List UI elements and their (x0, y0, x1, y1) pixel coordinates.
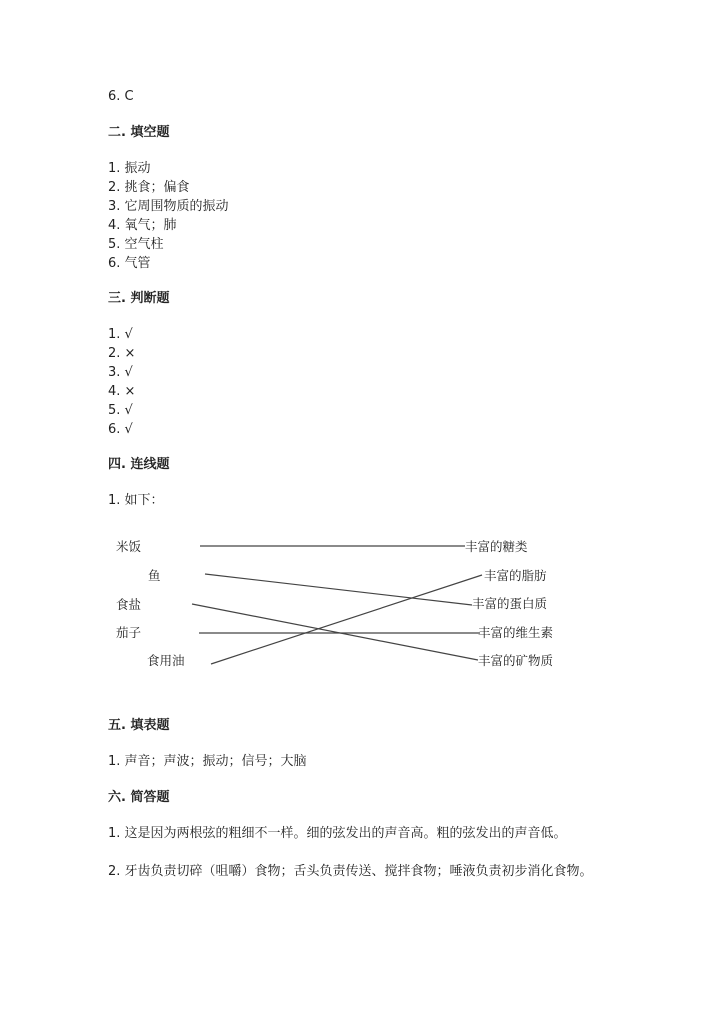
list-item: 1. 声音；声波；振动；信号；大脑 (108, 754, 307, 769)
match-right-item: 丰富的维生素 (478, 625, 554, 640)
list-item: 3. 它周围物质的振动 (108, 199, 229, 214)
list-item: 1. 如下： (108, 493, 164, 508)
match-right-item: 丰富的脂肪 (484, 568, 547, 583)
list-item: 4. 氧气；肺 (108, 218, 177, 233)
list-item: 6. 气管 (108, 256, 151, 271)
match-right-item: 丰富的蛋白质 (472, 596, 548, 611)
section-title: 五. 填表题 (108, 718, 170, 733)
match-right-item: 丰富的矿物质 (478, 653, 554, 668)
list-item: 1. 这是因为两根弦的粗细不一样。细的弦发出的声音高。粗的弦发出的声音低。 (108, 826, 567, 841)
list-item: 1. √ (108, 327, 133, 342)
list-item: 4. × (108, 384, 136, 399)
section-title: 六. 简答题 (108, 790, 170, 805)
list-item: 5. 空气柱 (108, 237, 164, 252)
list-item: 6. √ (108, 422, 133, 437)
match-left-item: 鱼 (148, 568, 161, 583)
section-title: 三. 判断题 (108, 291, 170, 306)
answer-6: 6. C (108, 89, 134, 104)
match-line (211, 575, 482, 664)
match-left-item: 米饭 (116, 539, 142, 554)
match-right-item: 丰富的糖类 (465, 539, 528, 554)
list-item: 2. 牙齿负责切碎（咀嚼）食物；舌头负责传送、搅拌食物；唾液负责初步消化食物。 (108, 864, 593, 879)
match-left-item: 食盐 (116, 597, 142, 612)
list-item: 3. √ (108, 365, 133, 380)
list-item: 2. 挑食；偏食 (108, 180, 190, 195)
section-title: 二. 填空题 (108, 125, 170, 140)
list-item: 1. 振动 (108, 161, 151, 176)
match-line (192, 604, 478, 660)
match-line (205, 574, 472, 605)
list-item: 5. √ (108, 403, 133, 418)
section-title: 四. 连线题 (108, 457, 170, 472)
match-left-item: 茄子 (116, 625, 142, 640)
match-left-item: 食用油 (147, 653, 185, 668)
list-item: 2. × (108, 346, 136, 361)
